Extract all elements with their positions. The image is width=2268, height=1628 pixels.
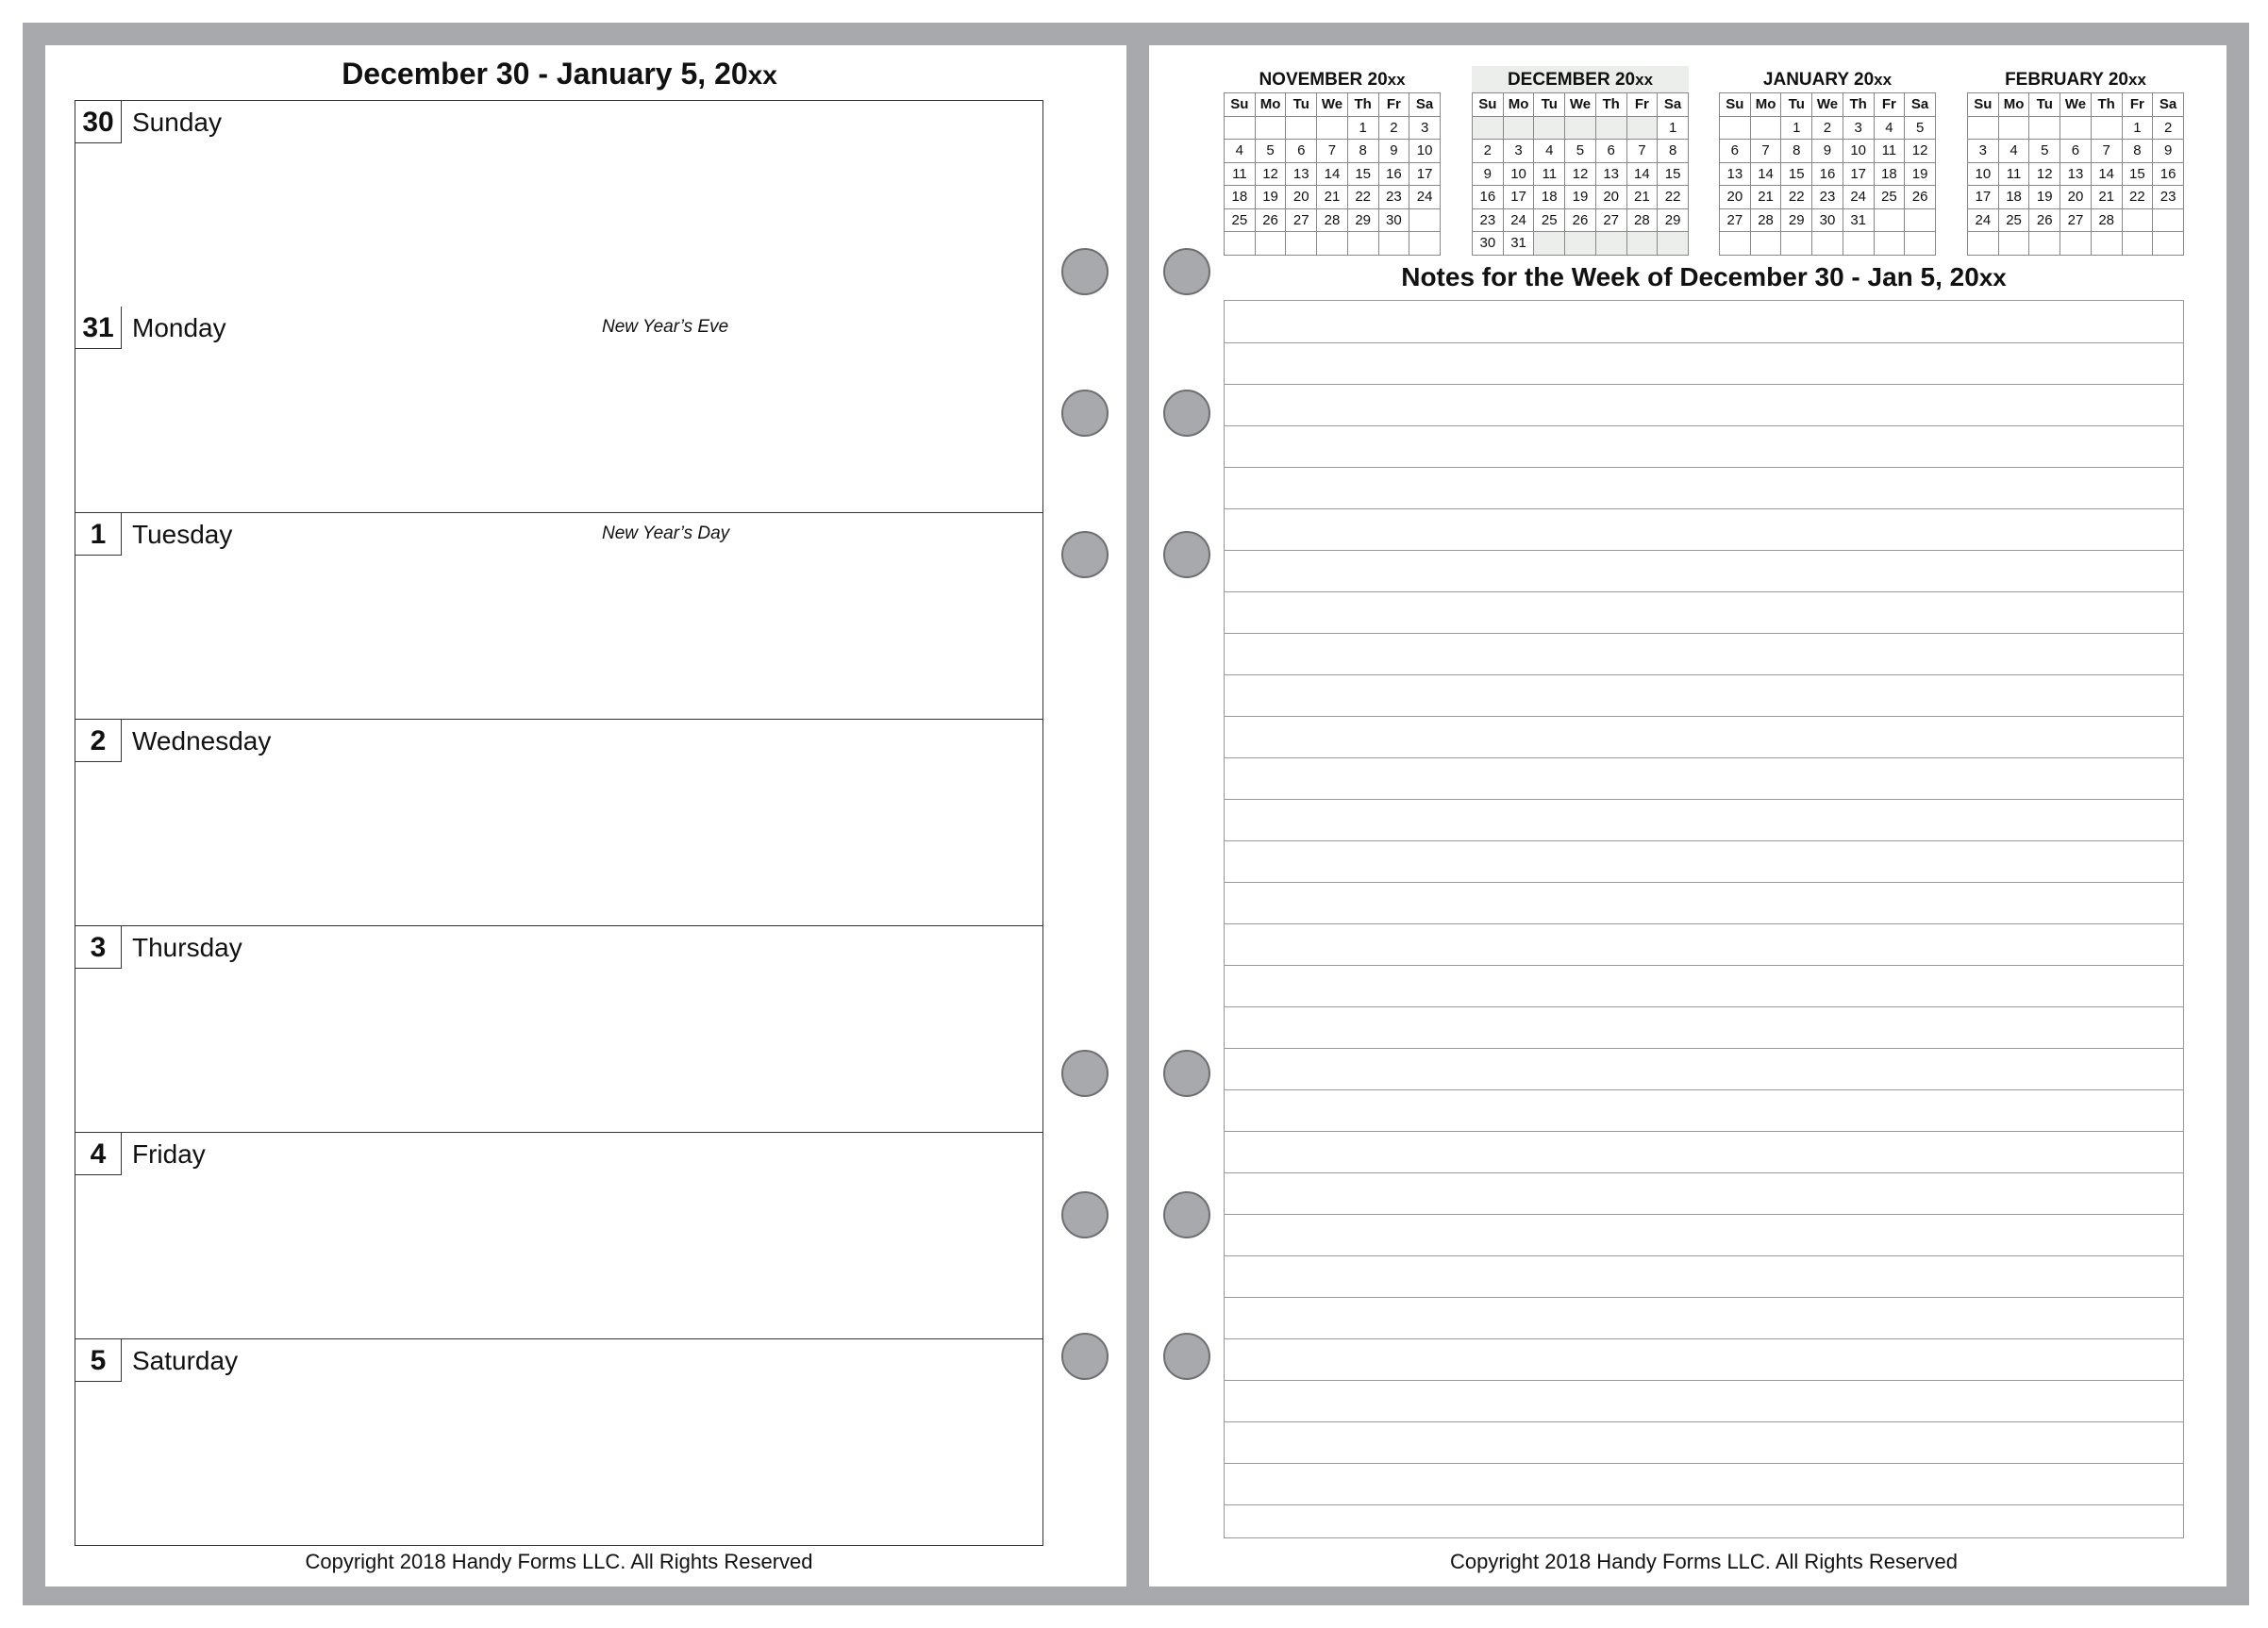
weekday-header: Fr: [1626, 93, 1658, 117]
calendar-day-cell: 5: [1905, 116, 1936, 140]
ruled-line: [1225, 1421, 2183, 1422]
calendar-day-cell: [2029, 232, 2060, 256]
calendar-day-cell: [1968, 116, 1999, 140]
ruled-line: [1225, 1006, 2183, 1007]
weekday-header: Sa: [1905, 93, 1936, 117]
calendar-day-cell: 2: [1812, 116, 1843, 140]
calendar-day-cell: [1626, 232, 1658, 256]
calendar-day-cell: 4: [1998, 140, 2029, 163]
calendar-day-cell: [1255, 232, 1286, 256]
ruled-line: [1225, 550, 2183, 551]
calendar-day-cell: [1565, 232, 1596, 256]
binder-hole: [1163, 390, 1210, 437]
day-name: Sunday: [132, 108, 222, 137]
calendar-day-cell: [1750, 232, 1781, 256]
calendar-day-cell: [1720, 116, 1751, 140]
ruled-line: [1225, 1297, 2183, 1298]
notes-title: Notes for the Week of December 30 - Jan 5, 20xx: [1401, 262, 2007, 291]
binder-hole: [1163, 1191, 1210, 1238]
notes-area[interactable]: [1224, 300, 2184, 1538]
calendar-day-cell: 24: [1843, 186, 1874, 209]
calendar-day-cell: [1347, 232, 1378, 256]
mini-calendar-title: NOVEMBER 20xx: [1259, 70, 1406, 90]
calendar-day-cell: 12: [1565, 162, 1596, 186]
calendar-day-cell: 10: [1843, 140, 1874, 163]
calendar-day-cell: 27: [1286, 208, 1317, 232]
calendar-day-cell: 24: [1409, 186, 1441, 209]
mini-calendar-title: FEBRUARY 20xx: [2005, 70, 2146, 90]
calendar-day-cell: 13: [1595, 162, 1626, 186]
calendar-day-cell: 1: [2122, 116, 2153, 140]
calendar-day-cell: [2122, 232, 2153, 256]
ruled-line: [1225, 425, 2183, 426]
binder-hole: [1163, 531, 1210, 578]
calendar-day-cell: 22: [1347, 186, 1378, 209]
calendar-day-cell: 5: [2029, 140, 2060, 163]
weekday-header: Tu: [2029, 93, 2060, 117]
calendar-day-cell: 13: [2060, 162, 2092, 186]
calendar-day-cell: 7: [1750, 140, 1781, 163]
calendar-day-cell: [1781, 232, 1812, 256]
weekday-header: We: [1812, 93, 1843, 117]
calendar-day-cell: 27: [1720, 208, 1751, 232]
calendar-day-cell: 7: [2091, 140, 2122, 163]
calendar-day-cell: 30: [1378, 208, 1409, 232]
ruled-line: [1225, 633, 2183, 634]
weekday-header: Su: [1473, 93, 1504, 117]
calendar-day-cell: 16: [1812, 162, 1843, 186]
calendar-day-cell: 28: [2091, 208, 2122, 232]
weekday-header: Mo: [1750, 93, 1781, 117]
calendar-day-cell: 5: [1255, 140, 1286, 163]
calendar-day-cell: 20: [1286, 186, 1317, 209]
calendar-day-cell: 25: [1225, 208, 1256, 232]
calendar-day-cell: [1317, 232, 1348, 256]
calendar-day-cell: 10: [1409, 140, 1441, 163]
calendar-day-cell: [1905, 232, 1936, 256]
calendar-day-cell: 4: [1534, 140, 1565, 163]
calendar-day-cell: 21: [2091, 186, 2122, 209]
calendar-day-cell: 11: [1874, 140, 1905, 163]
weekday-header: We: [1317, 93, 1348, 117]
calendar-day-cell: 23: [2153, 186, 2184, 209]
calendar-day-cell: 11: [1534, 162, 1565, 186]
calendar-day-cell: [2122, 208, 2153, 232]
calendar-day-cell: [1565, 116, 1596, 140]
weekday-header: Fr: [1874, 93, 1905, 117]
calendar-day-cell: 16: [1473, 186, 1504, 209]
ruled-line: [1225, 1048, 2183, 1049]
holiday-note: New Year’s Eve: [602, 317, 729, 337]
calendar-day-cell: 3: [1409, 116, 1441, 140]
binder-hole: [1061, 531, 1109, 578]
calendar-day-cell: 9: [1812, 140, 1843, 163]
calendar-day-cell: 28: [1626, 208, 1658, 232]
calendar-day-cell: [2060, 116, 2092, 140]
weekday-header: Su: [1225, 93, 1256, 117]
binder-hole: [1061, 248, 1109, 295]
calendar-day-cell: 28: [1750, 208, 1781, 232]
calendar-day-cell: 10: [1503, 162, 1534, 186]
weekday-header: Tu: [1286, 93, 1317, 117]
mini-calendar: [1472, 66, 1689, 256]
calendar-day-cell: [1225, 116, 1256, 140]
day-number: 3: [75, 926, 122, 969]
day-block[interactable]: [75, 720, 1043, 926]
weekday-header: Mo: [1255, 93, 1286, 117]
calendar-day-cell: [1286, 116, 1317, 140]
day-name: Thursday: [132, 933, 242, 962]
calendar-day-cell: [1750, 116, 1781, 140]
calendar-day-cell: 18: [1225, 186, 1256, 209]
calendar-day-cell: 12: [1255, 162, 1286, 186]
calendar-day-cell: 27: [1595, 208, 1626, 232]
day-number: 5: [75, 1339, 122, 1382]
calendar-day-cell: 13: [1720, 162, 1751, 186]
day-block[interactable]: [75, 1339, 1043, 1546]
calendar-day-cell: [2153, 208, 2184, 232]
ruled-line: [1225, 1131, 2183, 1132]
calendar-day-cell: 19: [1565, 186, 1596, 209]
ruled-line: [1225, 1380, 2183, 1381]
calendar-day-cell: [2029, 116, 2060, 140]
calendar-day-cell: 8: [2122, 140, 2153, 163]
calendar-day-cell: [1874, 232, 1905, 256]
day-name: Saturday: [132, 1346, 239, 1375]
binder-hole: [1061, 1333, 1109, 1380]
right-copyright: Copyright 2018 Handy Forms LLC. All Rights Reserved: [1449, 1550, 1959, 1573]
calendar-day-cell: 10: [1968, 162, 1999, 186]
calendar-day-cell: 3: [1968, 140, 1999, 163]
mini-calendar: [1224, 66, 1441, 256]
mini-calendar-title: JANUARY 20xx: [1762, 70, 1893, 90]
calendar-day-cell: 14: [1750, 162, 1781, 186]
weekday-header: Th: [1843, 93, 1874, 117]
calendar-day-cell: 4: [1874, 116, 1905, 140]
calendar-day-cell: 8: [1658, 140, 1689, 163]
ruled-line: [1225, 1463, 2183, 1464]
day-number: 4: [75, 1133, 122, 1175]
calendar-day-cell: 20: [2060, 186, 2092, 209]
calendar-day-cell: 20: [1595, 186, 1626, 209]
calendar-day-cell: 19: [1905, 162, 1936, 186]
calendar-day-cell: 23: [1812, 186, 1843, 209]
calendar-day-cell: 9: [1378, 140, 1409, 163]
ruled-line: [1225, 342, 2183, 343]
calendar-day-cell: 26: [1255, 208, 1286, 232]
calendar-day-cell: [1843, 232, 1874, 256]
calendar-day-cell: [1658, 232, 1689, 256]
calendar-day-cell: [2091, 232, 2122, 256]
calendar-day-cell: 1: [1781, 116, 1812, 140]
calendar-day-cell: 22: [1781, 186, 1812, 209]
day-number: 30: [75, 101, 122, 143]
mini-calendar: [1967, 66, 2184, 256]
ruled-line: [1225, 508, 2183, 509]
calendar-day-cell: [1905, 208, 1936, 232]
calendar-day-cell: [2060, 232, 2092, 256]
calendar-day-cell: 15: [1658, 162, 1689, 186]
day-block[interactable]: [75, 100, 1043, 307]
calendar-day-cell: [1874, 208, 1905, 232]
weekday-header: Su: [1968, 93, 1999, 117]
calendar-day-cell: 21: [1750, 186, 1781, 209]
weekday-header: Tu: [1781, 93, 1812, 117]
weekday-header: Th: [1347, 93, 1378, 117]
calendar-day-cell: 19: [1255, 186, 1286, 209]
ruled-line: [1225, 716, 2183, 717]
calendar-day-cell: 23: [1378, 186, 1409, 209]
calendar-day-cell: 14: [1626, 162, 1658, 186]
calendar-day-cell: 29: [1781, 208, 1812, 232]
calendar-day-cell: 22: [1658, 186, 1689, 209]
ruled-line: [1225, 1504, 2183, 1505]
ruled-line: [1225, 1255, 2183, 1256]
weekday-header: Mo: [1503, 93, 1534, 117]
binder-hole: [1163, 248, 1210, 295]
ruled-line: [1225, 1089, 2183, 1090]
calendar-day-cell: 2: [1378, 116, 1409, 140]
week-title: December 30 - January 5, 20xx: [342, 57, 777, 91]
calendar-day-cell: [1998, 116, 2029, 140]
calendar-day-cell: 22: [2122, 186, 2153, 209]
calendar-day-cell: 7: [1626, 140, 1658, 163]
day-block[interactable]: [75, 926, 1043, 1133]
calendar-day-cell: [2153, 232, 2184, 256]
calendar-day-cell: 17: [1843, 162, 1874, 186]
calendar-day-cell: 9: [2153, 140, 2184, 163]
calendar-day-cell: 8: [1347, 140, 1378, 163]
calendar-day-cell: 7: [1317, 140, 1348, 163]
calendar-day-cell: 24: [1968, 208, 1999, 232]
calendar-day-cell: [1225, 232, 1256, 256]
calendar-day-cell: 1: [1658, 116, 1689, 140]
calendar-day-cell: 14: [1317, 162, 1348, 186]
calendar-day-cell: [1255, 116, 1286, 140]
calendar-day-cell: 6: [1720, 140, 1751, 163]
calendar-day-cell: 3: [1843, 116, 1874, 140]
day-block[interactable]: [75, 307, 1043, 513]
calendar-day-cell: 9: [1473, 162, 1504, 186]
binder-hole: [1061, 1050, 1109, 1097]
weekday-header: Fr: [1378, 93, 1409, 117]
binder-hole: [1163, 1333, 1210, 1380]
calendar-day-cell: [1473, 116, 1504, 140]
weekday-header: Sa: [1658, 93, 1689, 117]
day-number: 1: [75, 513, 122, 556]
day-name: Tuesday: [132, 520, 233, 549]
calendar-day-cell: [1720, 232, 1751, 256]
ruled-line: [1225, 384, 2183, 385]
weekday-header: Mo: [1998, 93, 2029, 117]
calendar-day-cell: 16: [1378, 162, 1409, 186]
calendar-day-cell: 30: [1473, 232, 1504, 256]
weekday-header: Tu: [1534, 93, 1565, 117]
binder-hole: [1061, 390, 1109, 437]
calendar-day-cell: 8: [1781, 140, 1812, 163]
ruled-line: [1225, 923, 2183, 924]
calendar-day-cell: 21: [1626, 186, 1658, 209]
day-number: 31: [75, 307, 122, 349]
calendar-day-cell: [1534, 232, 1565, 256]
calendar-day-cell: 1: [1347, 116, 1378, 140]
calendar-day-cell: 6: [1595, 140, 1626, 163]
calendar-day-cell: 30: [1812, 208, 1843, 232]
calendar-day-cell: 16: [2153, 162, 2184, 186]
calendar-day-cell: 24: [1503, 208, 1534, 232]
calendar-day-cell: [1812, 232, 1843, 256]
mini-calendar: [1719, 66, 1936, 256]
weekday-header: Su: [1720, 93, 1751, 117]
calendar-day-cell: [1286, 232, 1317, 256]
calendar-day-cell: 12: [1905, 140, 1936, 163]
binder-hole: [1061, 1191, 1109, 1238]
calendar-day-cell: 5: [1565, 140, 1596, 163]
weekday-header: We: [2060, 93, 2092, 117]
ruled-line: [1225, 799, 2183, 800]
calendar-day-cell: 11: [1225, 162, 1256, 186]
calendar-day-cell: 26: [1905, 186, 1936, 209]
ruled-line: [1225, 882, 2183, 883]
day-number: 2: [75, 720, 122, 762]
ruled-line: [1225, 1172, 2183, 1173]
ruled-line: [1225, 1214, 2183, 1215]
calendar-day-cell: 25: [1534, 208, 1565, 232]
mini-calendar-title: DECEMBER 20xx: [1472, 66, 1689, 92]
calendar-day-cell: 18: [1534, 186, 1565, 209]
day-name: Friday: [132, 1139, 206, 1169]
holiday-note: New Year’s Day: [602, 523, 730, 543]
calendar-day-cell: 25: [1998, 208, 2029, 232]
binder-hole: [1163, 1050, 1210, 1097]
ruled-line: [1225, 965, 2183, 966]
ruled-line: [1225, 840, 2183, 841]
weekday-header: Sa: [1409, 93, 1441, 117]
calendar-day-cell: 23: [1473, 208, 1504, 232]
calendar-day-cell: 26: [2029, 208, 2060, 232]
calendar-day-cell: [1534, 116, 1565, 140]
calendar-day-cell: [1626, 116, 1658, 140]
calendar-day-cell: 29: [1658, 208, 1689, 232]
calendar-day-cell: [1595, 116, 1626, 140]
calendar-day-cell: 15: [1347, 162, 1378, 186]
calendar-day-cell: 18: [1874, 162, 1905, 186]
calendar-day-cell: 28: [1317, 208, 1348, 232]
calendar-day-cell: [1409, 208, 1441, 232]
calendar-day-cell: [1378, 232, 1409, 256]
calendar-day-cell: 25: [1874, 186, 1905, 209]
calendar-day-cell: 31: [1843, 208, 1874, 232]
calendar-day-cell: 11: [1998, 162, 2029, 186]
calendar-day-cell: 3: [1503, 140, 1534, 163]
calendar-day-cell: 12: [2029, 162, 2060, 186]
calendar-day-cell: 26: [1565, 208, 1596, 232]
calendar-day-cell: [1998, 232, 2029, 256]
calendar-day-cell: 15: [1781, 162, 1812, 186]
calendar-day-cell: 17: [1503, 186, 1534, 209]
day-name: Wednesday: [132, 726, 272, 756]
calendar-day-cell: 29: [1347, 208, 1378, 232]
calendar-day-cell: 27: [2060, 208, 2092, 232]
calendar-day-cell: 17: [1409, 162, 1441, 186]
day-block[interactable]: [75, 513, 1043, 720]
calendar-day-cell: 13: [1286, 162, 1317, 186]
left-copyright: Copyright 2018 Handy Forms LLC. All Rights Reserved: [305, 1550, 813, 1573]
calendar-day-cell: 4: [1225, 140, 1256, 163]
calendar-day-cell: 2: [2153, 116, 2184, 140]
ruled-line: [1225, 591, 2183, 592]
calendar-day-cell: 14: [2091, 162, 2122, 186]
calendar-day-cell: 18: [1998, 186, 2029, 209]
calendar-day-cell: [2091, 116, 2122, 140]
calendar-day-cell: 2: [1473, 140, 1504, 163]
calendar-day-cell: 6: [1286, 140, 1317, 163]
day-name: Monday: [132, 313, 226, 342]
calendar-day-cell: [1317, 116, 1348, 140]
ruled-line: [1225, 674, 2183, 675]
weekday-header: Th: [2091, 93, 2122, 117]
calendar-day-cell: 19: [2029, 186, 2060, 209]
calendar-day-cell: [1503, 116, 1534, 140]
weekday-header: We: [1565, 93, 1596, 117]
calendar-day-cell: 21: [1317, 186, 1348, 209]
ruled-line: [1225, 1338, 2183, 1339]
calendar-day-cell: 20: [1720, 186, 1751, 209]
weekday-header: Th: [1595, 93, 1626, 117]
ruled-line: [1225, 757, 2183, 758]
calendar-day-cell: 15: [2122, 162, 2153, 186]
weekday-header: Sa: [2153, 93, 2184, 117]
calendar-day-cell: 6: [2060, 140, 2092, 163]
calendar-day-cell: 31: [1503, 232, 1534, 256]
day-block[interactable]: [75, 1133, 1043, 1339]
calendar-day-cell: [1409, 232, 1441, 256]
weekday-header: Fr: [2122, 93, 2153, 117]
ruled-line: [1225, 467, 2183, 468]
calendar-day-cell: [1968, 232, 1999, 256]
calendar-day-cell: [1595, 232, 1626, 256]
calendar-day-cell: 17: [1968, 186, 1999, 209]
